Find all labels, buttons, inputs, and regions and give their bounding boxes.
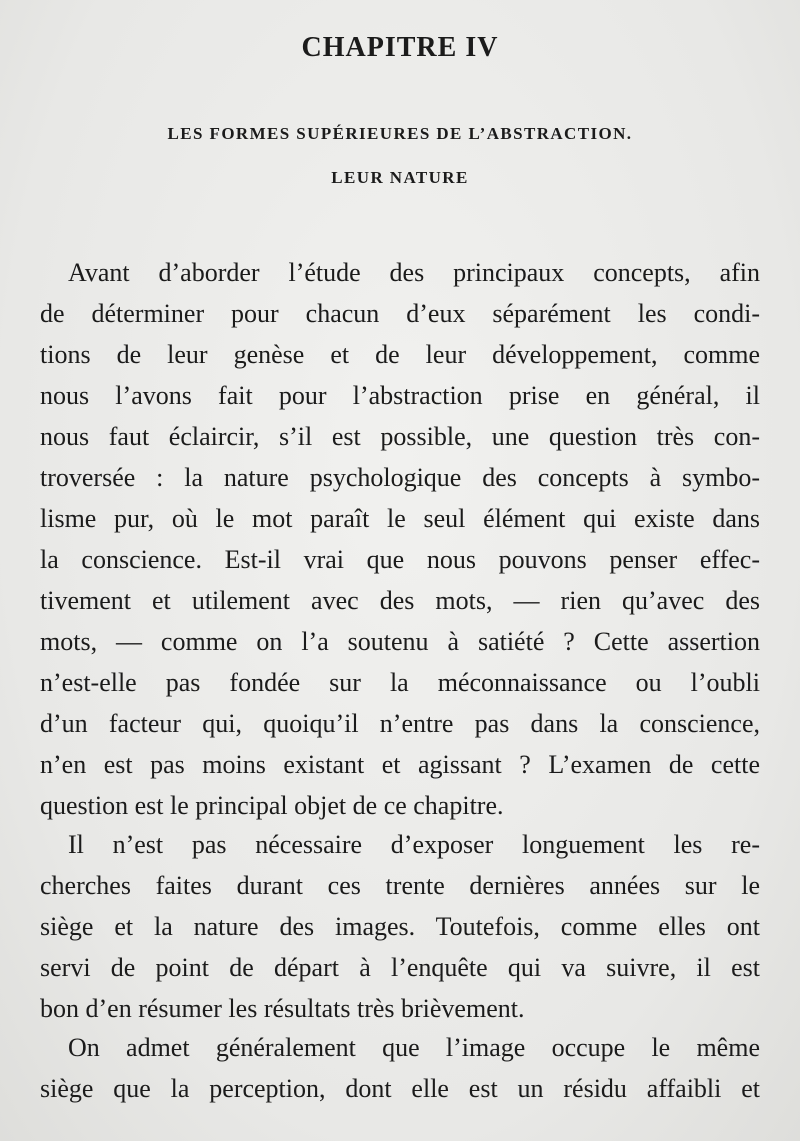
text-line: siège que la perception, dont elle est un résidu affaibli et [40, 1074, 760, 1103]
text-line: la conscience. Est-il vrai que nous pouvons penser effec- [40, 545, 760, 574]
text-line: n’en est pas moins existant et agissant ? L’examen de cette [40, 750, 760, 779]
chapter-subtitle-line-2: LEUR NATURE [331, 168, 469, 187]
text-line: cherches faites durant ces trente dernières années sur le [40, 871, 760, 900]
text-line: Avant d’aborder l’étude des principaux concepts, afin [68, 258, 760, 287]
text-line: d’un facteur qui, quoiqu’il n’entre pas dans la conscience, [40, 709, 760, 738]
text-line: siège et la nature des images. Toutefois, comme elles ont [40, 912, 760, 941]
text-line: de déterminer pour chacun d’eux séparément les condi- [40, 299, 760, 328]
text-line: tivement et utilement avec des mots, — rien qu’avec des [40, 586, 760, 615]
text-line: lisme pur, où le mot paraît le seul élément qui existe dans [40, 504, 760, 533]
text-line: n’est-elle pas fondée sur la méconnaissance ou l’oubli [40, 668, 760, 697]
text-line: nous l’avons fait pour l’abstraction prise en général, il [40, 381, 760, 410]
text-line: bon d’en résumer les résultats très brièvement. [40, 994, 525, 1023]
chapter-title: CHAPITRE IV [301, 32, 499, 63]
text-line: tions de leur genèse et de leur développement, comme [40, 340, 760, 369]
text-line: nous faut éclaircir, s’il est possible, une question très con- [40, 422, 760, 451]
text-line: mots, — comme on l’a soutenu à satiété ? Cette assertion [40, 627, 760, 656]
text-line: question est le principal objet de ce chapitre. [40, 791, 504, 820]
text-line: troversée : la nature psychologique des concepts à symbo- [40, 463, 760, 492]
text-line: On admet généralement que l’image occupe le même [68, 1033, 760, 1062]
text-line: servi de point de départ à l’enquête qui va suivre, il est [40, 953, 760, 982]
text-line: Il n’est pas nécessaire d’exposer longuement les re- [68, 830, 760, 859]
chapter-subtitle-line-1: LES FORMES SUPÉRIEURES DE L’ABSTRACTION. [167, 124, 633, 143]
